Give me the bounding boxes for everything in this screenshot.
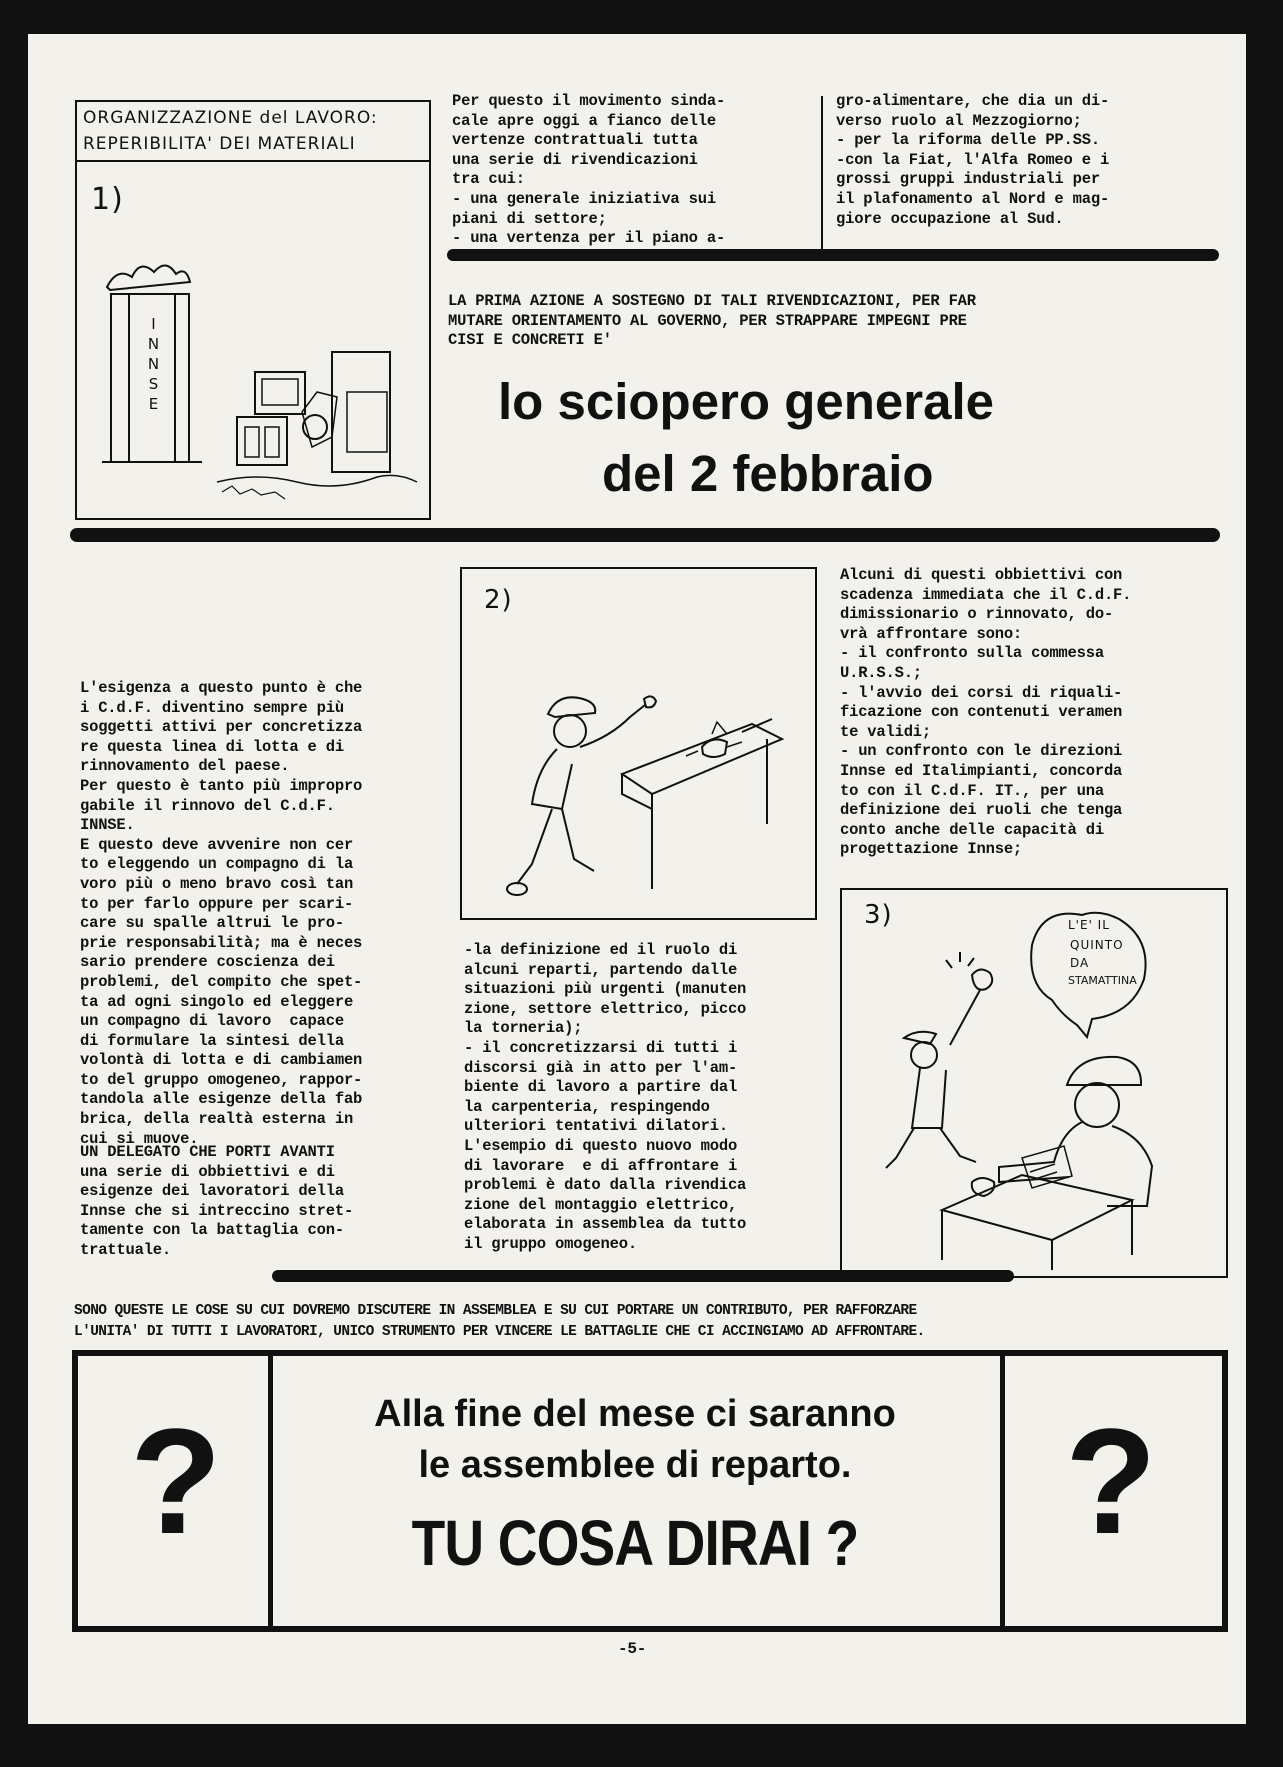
speech-line-1: L'E' IL — [1068, 918, 1110, 932]
closing-statement: SONO QUESTE LE COSE SU CUI DOVREMO DISCUTERE IN ASSEMBLEA E SU CUI PORTARE UN CONTRIBUTO, PER RAFFORZARE L'UNITA' DI TUTTI I LAVORATORI, UNICO STRUMENTO PER VINCERE LE BATTAGLIE CHE CI ACCINGIAMO AD AFFRONTARE. — [74, 1303, 925, 1340]
banner-question-mark-right: ? — [1065, 1397, 1157, 1565]
illustration-2-number: 2) — [484, 585, 513, 615]
illustration-3-box — [840, 888, 1228, 1278]
intro-column-divider — [821, 96, 823, 250]
right-article-text: Alcuni di questi obbiettivi con scadenza immediata che il C.d.F. dimissionario o rinnovato, do- vrà affrontare sono: - il confronto sulla commessa U.R.S.S.; - l'avvio dei corsi di riquali- ficazione con contenuti veramen te validi; - un confronto con le direzioni Innse ed Italimpianti, concorda to con il C.d.F. IT., per una definizione dei ruoli che tenga conto anche delle capacità di progettazione Innse; — [840, 566, 1132, 859]
assembly-banner — [72, 1350, 1228, 1632]
divider-bar-top — [447, 249, 1219, 261]
speech-line-4: STAMATTINA — [1068, 974, 1137, 987]
banner-left-panel — [78, 1356, 273, 1626]
illustration-1-box — [75, 100, 431, 520]
banner-question-mark-left: ? — [130, 1397, 222, 1565]
strike-headline-line2: del 2 febbraio — [602, 445, 934, 502]
illustration-3-drawing — [842, 890, 1226, 1276]
divider-bar-bottom — [272, 1270, 1014, 1282]
illustration-1-number: 1) — [91, 182, 124, 217]
intro-column-1: Per questo il movimento sinda- cale apre oggi a fianco delle vertenze contrattuali tutta una serie di rivendicazioni tra cui: - una generale iniziativa sui piani di settore; - una vertenza per il piano a- — [452, 92, 726, 248]
illustration-2-drawing — [462, 569, 815, 918]
banner-right-panel — [1000, 1356, 1227, 1626]
banner-line-1: Alla fine del mese ci saranno — [374, 1393, 896, 1435]
left-article-text-2: UN DELEGATO CHE PORTI AVANTI una serie di obbiettivi e di esigenze dei lavoratori della Innse che si intreccino stret- tamente con la battaglia con- trattuale. — [80, 1143, 354, 1259]
banner-line-2: le assemblee di reparto. — [418, 1444, 852, 1486]
illustration-1-title-line1: ORGANIZZAZIONE del LAVORO: — [83, 108, 378, 128]
speech-line-2: QUINTO — [1070, 938, 1124, 952]
divider-bar-wide — [70, 528, 1220, 542]
illustration-1-title-line2: REPERIBILITA' DEI MATERIALI — [83, 134, 356, 154]
illustration-3-number: 3) — [864, 900, 893, 930]
illustration-1-bin-label: INNSE — [147, 315, 161, 413]
intro-column-2: gro-alimentare, che dia un di- verso ruolo al Mezzogiorno; - per la riforma delle PP.SS. -con la Fiat, l'Alfa Romeo e i grossi gruppi industriali per il plafonamento al Nord e mag- giore occupazione al Sud. — [836, 92, 1110, 228]
page-number: -5- — [618, 1640, 647, 1658]
strike-headline-line1: lo sciopero generale — [498, 373, 995, 430]
speech-line-3: DA — [1070, 956, 1090, 970]
strike-lead-text: LA PRIMA AZIONE A SOSTEGNO DI TALI RIVENDICAZIONI, PER FAR MUTARE ORIENTAMENTO AL GOVERNO, PER STRAPPARE IMPEGNI PRE CISI E CONCRETI E' — [448, 292, 976, 350]
illustration-1-drawing — [77, 162, 429, 518]
illustration-2-box — [460, 567, 817, 920]
banner-line-3: TU COSA DIRAI ? — [411, 1507, 859, 1579]
left-article-text: L'esigenza a questo punto è che i C.d.F. diventino sempre più soggetti attivi per concretizza re questa linea di lotta e di rinnovamento del paese. Per questo è tanto più impropro gabile il rinnovo del C.d.F. INNSE. E questo deve avvenire non cer to eleggendo un compagno di la voro più o meno bravo così tan to per farlo oppure per scari- care su spalle altrui le pro- prie responsabilità; ma è neces sario prendere coscienza dei problemi, del compito che spet- ta ad ogni singolo ed eleggere un compagno di lavoro capace di formulare la sintesi della volontà di lotta e di cambiamen to del gruppo omogeneo, rappor- tandola alle esigenze della fab brica, della realtà esterna in cui si muove. — [80, 679, 363, 1148]
middle-article-text: -la definizione ed il ruolo di alcuni reparti, partendo dalle situazioni più urgenti (manuten zione, settore elettrico, picco la torneria); - il concretizzarsi di tutti i discorsi già in atto per l'am- biente di lavoro a partire dal la carpenteria, respingendo ulteriori tentativi dilatori. L'esempio di questo nuovo modo di lavorare e di affrontare i problemi è dato dalla rivendica zione del montaggio elettrico, elaborata in assemblea da tutto il gruppo omogeneo. — [464, 941, 747, 1253]
newsletter-page — [28, 34, 1246, 1724]
